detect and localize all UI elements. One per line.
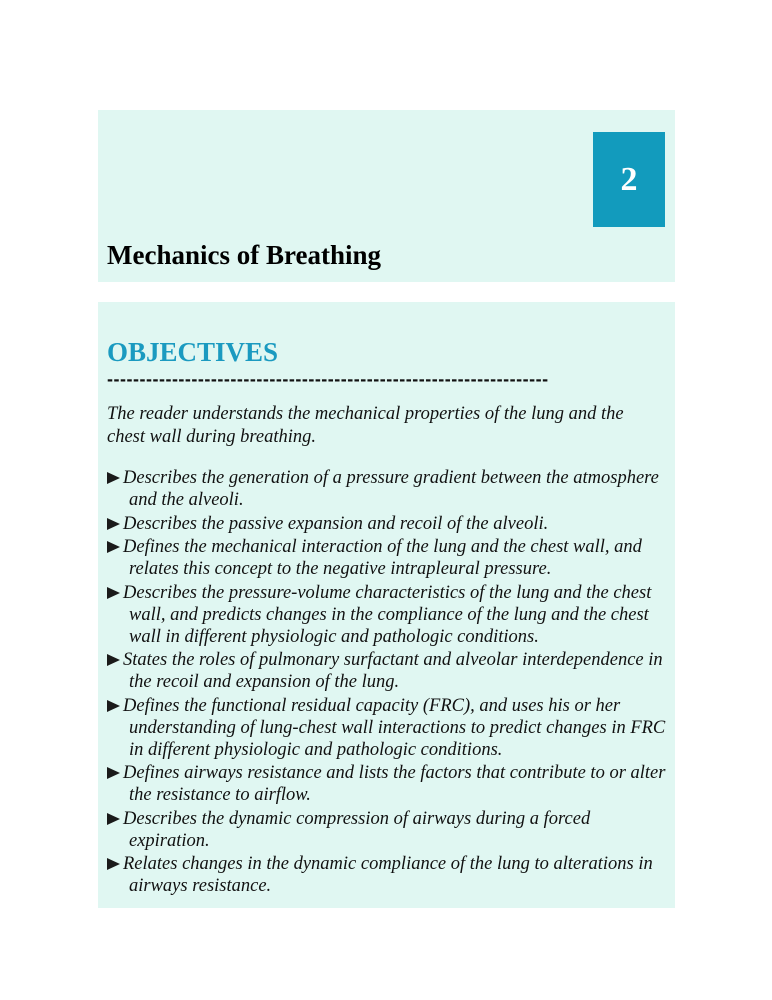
objective-item	[107, 536, 672, 580]
triangle-right-icon	[107, 541, 120, 553]
triangle-right-icon	[107, 472, 120, 484]
chapter-number-badge: 2	[593, 132, 665, 227]
objective-text: Relates changes in the dynamic compliance of the lung to alterations in airways resistance.	[123, 854, 653, 896]
triangle-right-icon	[107, 858, 120, 870]
objective-item	[107, 808, 672, 852]
triangle-right-icon	[107, 813, 120, 825]
objective-item	[107, 467, 672, 511]
objective-item	[107, 513, 672, 535]
objective-item	[107, 582, 672, 648]
objective-text: Describes the pressure-volume characteristics of the lung and the chest wall, and predicts changes in the compliance of the lung and the chest wall in different physiologic and pathologic conditions.	[123, 582, 652, 647]
chapter-title: Mechanics of Breathing	[107, 240, 381, 270]
triangle-right-icon	[107, 587, 120, 599]
objectives-intro: The reader understands the mechanical properties of the lung and the chest wall during breathing.	[107, 404, 624, 447]
objectives-panel	[98, 302, 675, 908]
objective-item	[107, 649, 672, 693]
objective-text: Describes the generation of a pressure gradient between the atmosphere and the alveoli.	[123, 468, 659, 510]
triangle-right-icon	[107, 767, 120, 779]
objective-text: States the roles of pulmonary surfactant and alveolar interdependence in the recoil and expansion of the lung.	[123, 650, 663, 692]
objective-text: Defines the mechanical interaction of the lung and the chest wall, and relates this concept to the negative intrapleural pressure.	[123, 537, 642, 579]
triangle-right-icon	[107, 700, 120, 712]
objective-text: Defines airways resistance and lists the factors that contribute to or alter the resistance to airflow.	[123, 763, 666, 805]
triangle-right-icon	[107, 518, 120, 530]
objective-item	[107, 853, 672, 897]
dashed-divider: --------------------------------------------------------------------	[107, 370, 549, 388]
objective-text: Describes the passive expansion and recoil of the alveoli.	[123, 513, 549, 534]
objective-text: Describes the dynamic compression of airways during a forced expiration.	[123, 808, 591, 851]
objective-item	[107, 762, 672, 806]
objectives-list	[107, 467, 672, 899]
triangle-right-icon	[107, 654, 120, 666]
objective-text: Defines the functional residual capacity (FRC), and uses his or her understanding of lung-chest wall interactions to predict changes in FRC in different physiologic and pathologic conditions.	[123, 695, 666, 760]
objective-item	[107, 695, 672, 761]
objectives-heading: OBJECTIVES	[107, 337, 279, 367]
chapter-header	[98, 110, 675, 282]
